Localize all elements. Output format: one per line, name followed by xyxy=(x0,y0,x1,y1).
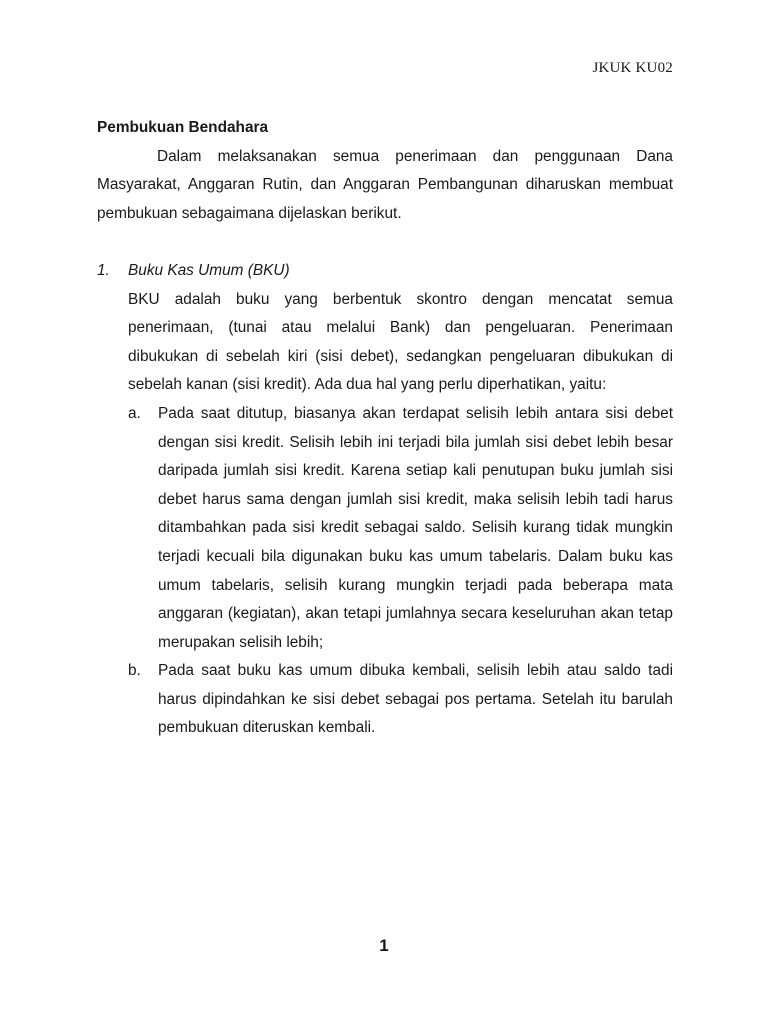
sub-list-marker: a. xyxy=(128,404,141,422)
document-body xyxy=(97,114,673,743)
sub-list-item xyxy=(128,400,673,657)
list-item-heading xyxy=(97,257,673,286)
intro-paragraph: Dalam melaksanakan semua penerimaan dan penggunaan Dana Masyarakat, Anggaran Rutin, dan Anggaran Pembangunan diharuskan membuat pembukuan sebagaimana dijelaskan berikut. xyxy=(97,147,673,222)
sub-list-marker: b. xyxy=(128,662,141,680)
list-item-content xyxy=(128,286,673,744)
list-item-paragraph: BKU adalah buku yang berbentuk skontro dengan mencatat semua penerimaan, (tunai atau melalui Bank) dan pengeluaran. Penerimaan dibukukan di sebelah kiri (sisi debet), sedangkan pengeluaran dibukukan di sebelah kanan (sisi kredit). Ada dua hal yang perlu diperhatikan, yaitu: xyxy=(128,290,673,394)
list-item-number: 1. xyxy=(97,261,110,279)
section-title: Pembukuan Bendahara xyxy=(97,119,269,136)
sub-list-text: Pada saat buku kas umum dibuka kembali, selisih lebih atau saldo tadi harus dipindahkan ke sisi debet sebagai pos pertama. Setelah itu barulah pembukuan diteruskan kembali. xyxy=(158,662,673,737)
list-item-title: Buku Kas Umum (BKU) xyxy=(128,261,290,279)
page-number: 1 xyxy=(379,936,389,955)
numbered-list xyxy=(97,257,673,743)
document-code: JKUK KU02 xyxy=(592,60,673,76)
sub-list xyxy=(128,400,673,743)
sub-list-item xyxy=(128,657,673,743)
sub-list-text: Pada saat ditutup, biasanya akan terdapat selisih lebih antara sisi debet dengan sisi kredit. Selisih lebih ini terjadi bila jumlah sisi debet lebih besar daripada jumlah sisi kredit. Karena setiap kali penutupan buku jumlah sisi debet harus sama dengan jumlah sisi kredit, maka selisih lebih tadi harus ditambahkan pada sisi kredit sebagai saldo. Selisih kurang tidak mungkin terjadi kecuali bila digunakan buku kas umum tabelaris. Dalam buku kas umum tabelaris, selisih kurang mungkin terjadi pada beberapa mata anggaran (kegiatan), akan tetapi jumlahnya secara keseluruhan akan tetap merupakan selisih lebih; xyxy=(158,404,673,651)
